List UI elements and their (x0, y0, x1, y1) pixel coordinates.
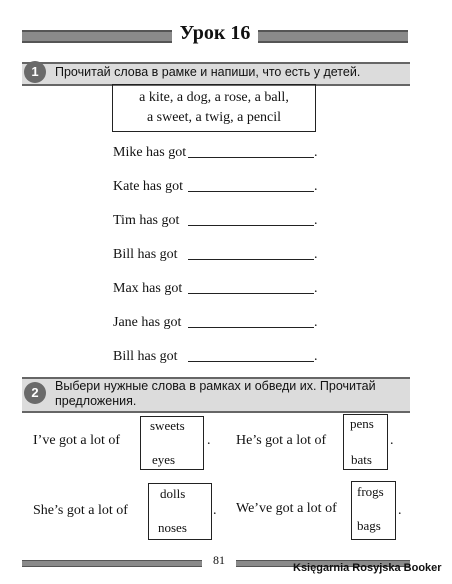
exercise-2-number: 2 (24, 382, 46, 404)
choice-period: . (207, 433, 211, 448)
choice-period: . (213, 503, 217, 518)
sentence-period: . (314, 247, 318, 262)
answer-blank[interactable] (188, 293, 314, 294)
choice-option-top[interactable]: dolls (160, 486, 186, 501)
choice-sentence: He’s got a lot of (236, 433, 327, 448)
exercise-2-instruction-line-2: предложения. (55, 394, 137, 408)
word-box-line-2: a sweet, a twig, a pencil (146, 110, 282, 125)
choice-option-bottom[interactable]: bags (357, 518, 381, 533)
choice-period: . (390, 433, 394, 448)
word-box-line-1: a kite, a dog, a rose, a ball, (139, 90, 289, 105)
publisher-label: Księgarnia Rosyjska Booker (293, 562, 442, 574)
lesson-title: Урок 16 (179, 22, 251, 44)
choice-option-bottom[interactable]: eyes (152, 452, 176, 467)
sentence-label: Max has got (113, 281, 183, 296)
answer-blank[interactable] (188, 157, 314, 158)
sentence-period: . (314, 145, 318, 160)
choice-sentence: We’ve got a lot of (236, 501, 337, 516)
sentence-label: Bill has got (113, 247, 178, 262)
choice-sentence: I’ve got a lot of (33, 433, 121, 448)
answer-blank[interactable] (188, 191, 314, 192)
exercise-2-instruction-line-1: Выбери нужные слова в рамках и обведи их. Прочитай (55, 379, 376, 393)
choice-option-bottom[interactable]: bats (351, 452, 372, 467)
sentence-label: Jane has got (113, 315, 182, 330)
sentence-period: . (314, 349, 318, 364)
choice-option-top[interactable]: frogs (357, 484, 384, 499)
answer-blank[interactable] (188, 361, 314, 362)
sentence-period: . (314, 315, 318, 330)
page-number: 81 (213, 553, 225, 567)
sentence-label: Kate has got (113, 179, 183, 194)
sentence-label: Mike has got (113, 145, 187, 160)
answer-blank[interactable] (188, 259, 314, 260)
answer-blank[interactable] (188, 327, 314, 328)
sentence-label: Bill has got (113, 349, 178, 364)
choice-option-bottom[interactable]: noses (158, 520, 187, 535)
sentence-period: . (314, 179, 318, 194)
choice-option-top[interactable]: pens (350, 416, 374, 431)
footer-rule-left (22, 560, 202, 567)
sentence-label: Tim has got (113, 213, 180, 228)
word-box (112, 84, 316, 132)
answer-blank[interactable] (188, 225, 314, 226)
exercise-1-number: 1 (24, 61, 46, 83)
header-rule-right (258, 30, 408, 43)
header-rule-left (22, 30, 172, 43)
choice-period: . (398, 503, 402, 518)
sentence-period: . (314, 213, 318, 228)
exercise-1-instruction: Прочитай слова в рамке и напиши, что есть у детей. (55, 65, 361, 79)
sentence-period: . (314, 281, 318, 296)
choice-sentence: She’s got a lot of (33, 503, 128, 518)
choice-option-top[interactable]: sweets (150, 418, 185, 433)
